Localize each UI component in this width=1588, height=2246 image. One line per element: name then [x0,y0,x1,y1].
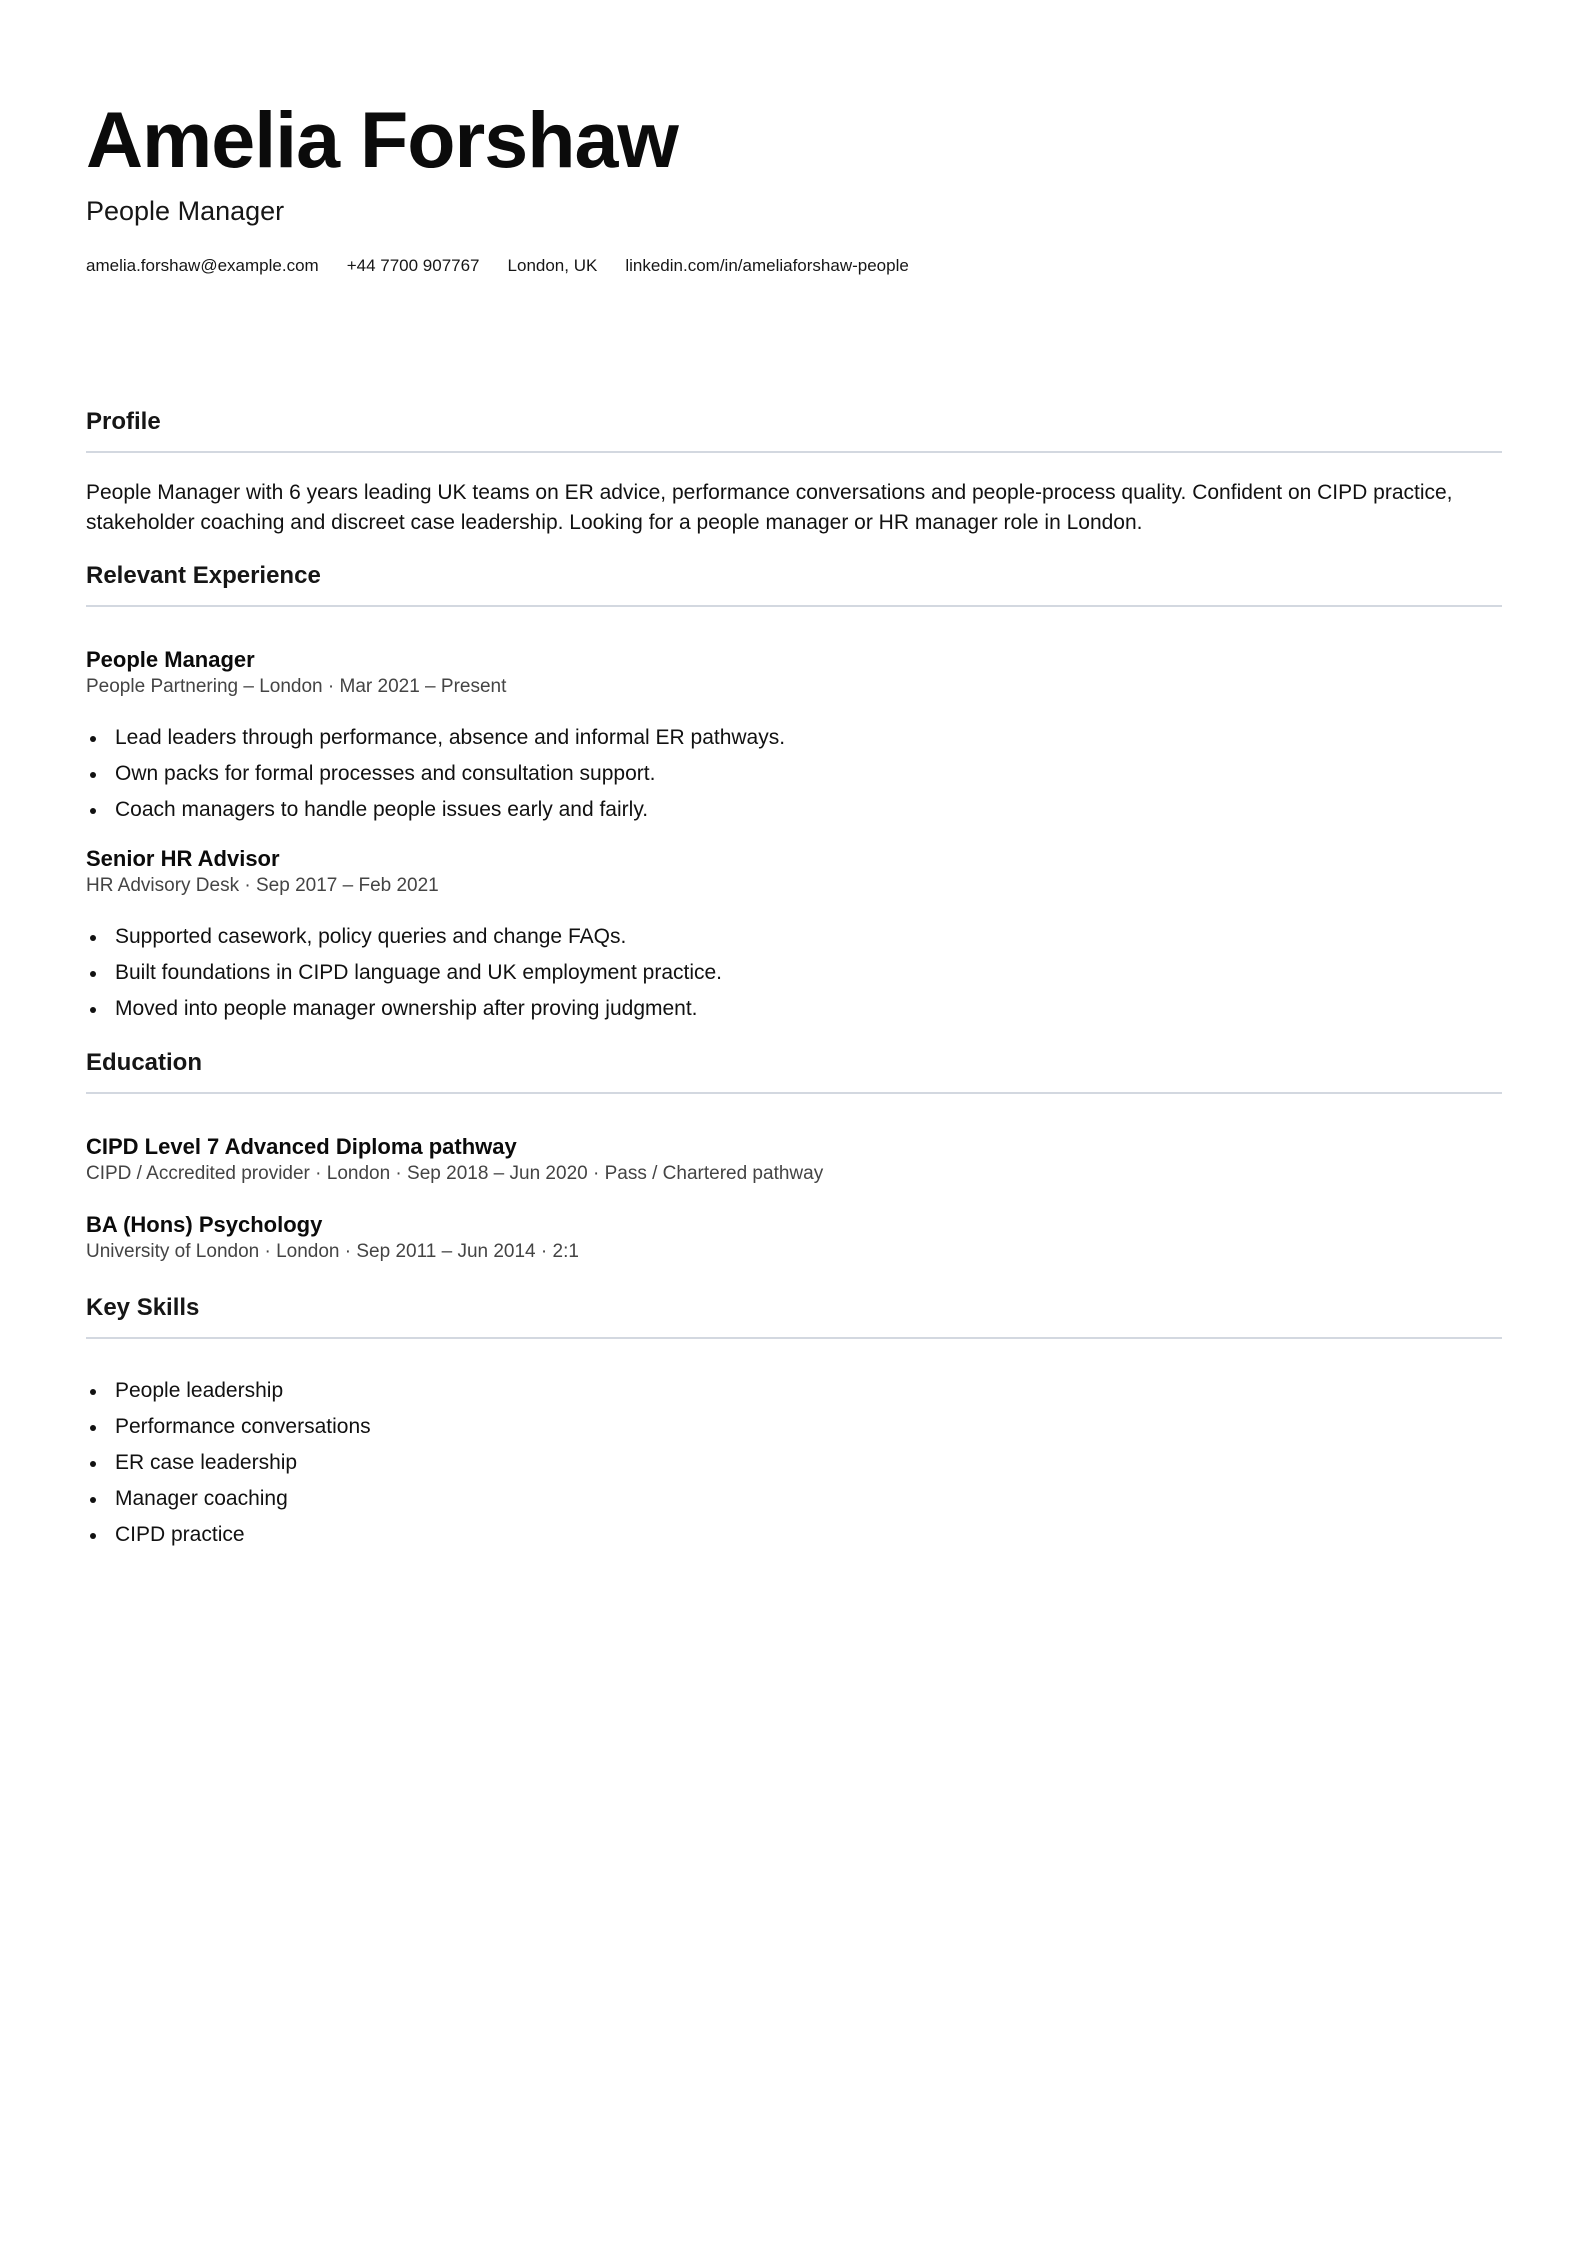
profile-section [86,406,1502,538]
job-bullet: Own packs for formal processes and consultation support. [86,756,1502,792]
education-title: CIPD Level 7 Advanced Diploma pathway [86,1134,517,1159]
skill-item: CIPD practice [86,1517,1502,1553]
contact-bar [86,256,909,276]
education-meta: University of London · London · Sep 2011 – Jun 2014 · 2:1 [86,1241,579,1262]
job-entry [86,845,1502,1027]
candidate-headline: People Manager [86,196,285,226]
skills-section [86,1292,1502,1553]
candidate-name: Amelia Forshaw [86,95,678,184]
experience-section [86,560,1502,1027]
contact-phone[interactable]: +44 7700 907767 [346,256,480,275]
section-divider [86,451,1502,453]
section-title-education: Education [86,1049,203,1076]
education-title: BA (Hons) Psychology [86,1212,323,1237]
job-title: Senior HR Advisor [86,846,280,871]
education-entry [86,1211,1502,1265]
skill-item: Performance conversations [86,1409,1502,1445]
job-bullet: Coach managers to handle people issues early and fairly. [86,792,1502,828]
section-divider [86,1092,1502,1094]
section-title-profile: Profile [86,408,161,435]
section-divider [86,605,1502,607]
job-bullet: Lead leaders through performance, absence and informal ER pathways. [86,720,1502,756]
education-section [86,1047,1502,1265]
education-entry [86,1133,1502,1187]
section-divider [86,1337,1502,1339]
job-bullets [86,720,1502,828]
job-meta: People Partnering – London · Mar 2021 – Present [86,676,507,697]
contact-email[interactable]: amelia.forshaw@example.com [86,256,319,275]
job-meta: HR Advisory Desk · Sep 2017 – Feb 2021 [86,875,439,896]
section-title-experience: Relevant Experience [86,562,321,589]
resume-sections [86,406,1502,1553]
job-bullet: Built foundations in CIPD language and UK employment practice. [86,955,1502,991]
job-title: People Manager [86,647,255,672]
section-title-skills: Key Skills [86,1294,200,1321]
job-bullet: Supported casework, policy queries and change FAQs. [86,919,1502,955]
job-entry [86,646,1502,828]
contact-linkedin[interactable]: linkedin.com/in/ameliaforshaw-people [625,256,909,275]
skill-item: ER case leadership [86,1445,1502,1481]
job-bullets [86,919,1502,1027]
profile-summary: People Manager with 6 years leading UK teams on ER advice, performance conversations and people-process quality. Confident on CIPD practice, stakeholder coaching and discreet case leadership. Looking for a people manager or HR manager role in London. [86,481,1453,534]
skills-list [86,1373,1502,1553]
contact-location: London, UK [507,256,598,275]
education-meta: CIPD / Accredited provider · London · Sep 2018 – Jun 2020 · Pass / Chartered pathway [86,1163,824,1184]
skill-item: People leadership [86,1373,1502,1409]
job-bullet: Moved into people manager ownership after proving judgment. [86,991,1502,1027]
skill-item: Manager coaching [86,1481,1502,1517]
